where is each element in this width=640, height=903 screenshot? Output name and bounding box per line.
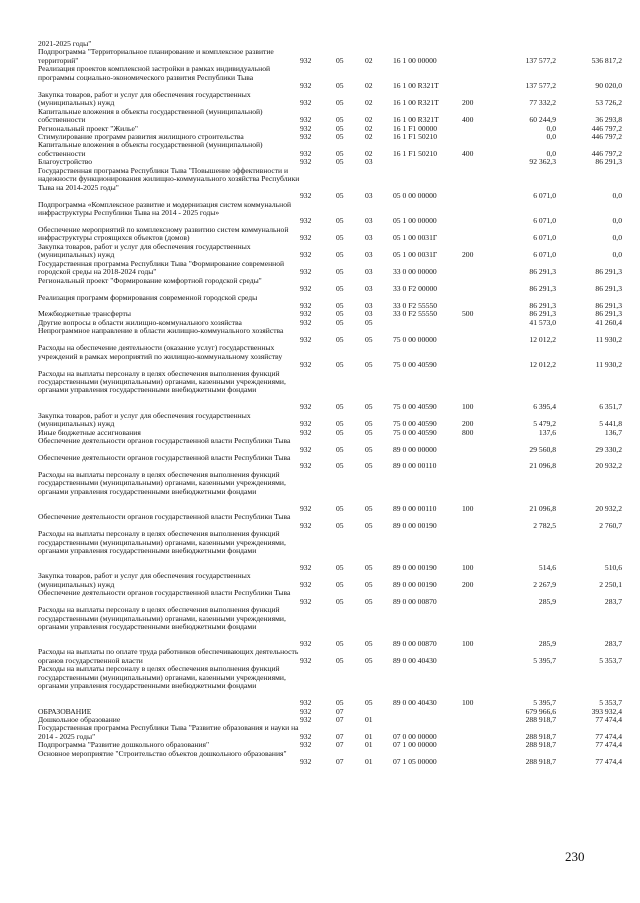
row-pr: 05	[365, 562, 373, 572]
row-s2: 86 291,3	[595, 309, 622, 319]
row-ved: 932	[300, 706, 312, 716]
row-csr: 89 0 00 00870	[393, 596, 437, 606]
row-rz: 07	[336, 740, 344, 750]
row-s1: 5 395,7	[533, 698, 556, 708]
row-s1: 679 966,6	[525, 706, 556, 716]
row-csr: 16 1 F1 50210	[393, 148, 438, 158]
row-s1: 0,0	[546, 148, 556, 158]
row-rz: 05	[336, 427, 344, 437]
row-s1: 288 918,7	[525, 740, 556, 750]
row-s2: 5 441,8	[599, 419, 622, 429]
row-ved: 932	[300, 284, 312, 294]
row-rz: 05	[336, 402, 344, 412]
row-s2: 446 797,2	[591, 148, 622, 158]
row-s1: 514,6	[538, 562, 556, 572]
row-pr: 03	[365, 267, 373, 277]
row-rz: 05	[336, 520, 344, 530]
row-ved: 932	[300, 698, 312, 708]
row-vr: 100	[462, 562, 474, 572]
row-pr: 05	[365, 402, 373, 412]
row-s1: 288 918,7	[525, 731, 556, 741]
row-name: Расходы на выплаты по оплате труда работников обеспечивающих деятельность органов государственной власти	[38, 647, 299, 665]
row-name: Стимулирование программ развития жилищного строительства	[38, 131, 244, 141]
row-s1: 6 071,0	[533, 216, 556, 226]
row-s2: 6 351,7	[599, 402, 622, 412]
row-s1: 6 071,0	[533, 233, 556, 243]
row-name: Подпрограмма «Комплексное развитие и модернизация систем коммунальной инфраструктуры Республики Тыва на 2014 - 2025 годы»	[38, 199, 292, 217]
row-ved: 932	[300, 267, 312, 277]
row-ved: 932	[300, 115, 312, 125]
row-vr: 100	[462, 698, 474, 708]
row-ved: 932	[300, 444, 312, 454]
row-ved: 932	[300, 596, 312, 606]
row-csr: 07 1 05 00000	[393, 757, 437, 767]
row-pr: 03	[365, 309, 373, 319]
row-rz: 05	[336, 698, 344, 708]
row-pr: 01	[365, 757, 373, 767]
row-s2: 393 932,4	[591, 706, 622, 716]
row-pr: 05	[365, 579, 373, 589]
row-csr: 89 0 00 00110	[393, 503, 437, 513]
row-s2: 0,0	[612, 233, 622, 243]
row-s1: 86 291,3	[529, 267, 556, 277]
row-pr: 03	[365, 157, 373, 167]
row-pr: 05	[365, 317, 373, 327]
row-pr: 02	[365, 115, 373, 125]
row-name: Государственная программа Республики Тыва "Повышение эффективности и надежности функционирования жилищно-коммунального хозяйства Республики Тыва на 2014-2025 годы"	[38, 165, 300, 192]
row-ved: 932	[300, 131, 312, 141]
row-ved: 932	[300, 81, 312, 91]
row-name: Расходы на выплаты персоналу в целях обеспечения выполнения функций государственными (муниципальными) органами, казенными учреждениями, органами управления государственными внебюджетными фондами	[38, 368, 286, 395]
row-s1: 6 395,4	[533, 402, 556, 412]
row-s1: 21 096,8	[529, 503, 556, 513]
row-csr: 75 0 00 00000	[393, 334, 437, 344]
row-s1: 137 577,2	[525, 81, 556, 91]
row-pr: 05	[365, 698, 373, 708]
row-s2: 2 760,7	[599, 520, 622, 530]
row-name: Другие вопросы в области жилищно-коммунального хозяйства	[38, 317, 242, 327]
row-rz: 05	[336, 98, 344, 108]
row-rz: 05	[336, 300, 344, 310]
row-pr: 05	[365, 419, 373, 429]
row-name: Дошкольное образование	[38, 715, 121, 724]
row-name: Закупка товаров, работ и услуг для обеспечения государственных (муниципальных) нужд	[38, 89, 251, 108]
row-csr: 05 0 00 00000	[393, 191, 437, 201]
row-pr: 05	[365, 596, 373, 606]
row-vr: 400	[462, 148, 474, 158]
row-s1: 21 096,8	[529, 461, 556, 471]
row-s2: 510,6	[604, 562, 622, 572]
row-rz: 05	[336, 267, 344, 277]
row-s1: 137 577,2	[525, 55, 556, 65]
row-csr: 05 1 00 0031Г	[393, 250, 438, 260]
row-csr: 33 0 00 00000	[393, 267, 437, 277]
row-rz: 07	[336, 731, 344, 741]
row-rz: 05	[336, 562, 344, 572]
row-s1: 6 071,0	[533, 191, 556, 201]
row-name: Расходы на выплаты персоналу в целях обеспечения выполнения функций государственными (муниципальными) органами, казенными учреждениями, органами управления государственными внебюджетными фондами	[38, 605, 286, 631]
row-csr: 07 1 00 00000	[393, 740, 437, 750]
row-pr: 03	[365, 216, 373, 226]
row-csr: 33 0 F2 00000	[393, 284, 438, 294]
row-s2: 36 293,8	[595, 115, 622, 125]
row-s1: 2 267,9	[533, 579, 556, 589]
row-ved: 932	[300, 402, 312, 412]
row-name: Капитальные вложения в объекты государственной (муниципальной) собственности	[38, 106, 263, 124]
row-pr: 03	[365, 191, 373, 201]
row-vr: 100	[462, 402, 474, 412]
row-s2: 77 474,4	[595, 757, 622, 767]
row-csr: 05 1 00 0031Г	[393, 233, 438, 243]
row-pr: 05	[365, 655, 373, 665]
row-pr: 03	[365, 250, 373, 260]
row-vr: 100	[462, 638, 474, 648]
row-s2: 2 250,1	[599, 579, 622, 589]
row-s2: 11 930,2	[595, 334, 622, 344]
row-csr: 33 0 F2 55550	[393, 309, 438, 319]
row-s1: 5 479,2	[533, 419, 556, 429]
row-ved: 932	[300, 55, 312, 65]
row-s2: 0,0	[612, 216, 622, 226]
row-ved: 932	[300, 360, 312, 370]
row-ved: 932	[300, 503, 312, 513]
row-name: Государственная программа Республики Тыва "Формирование современной городской среды на 2018-2024 годы"	[38, 258, 285, 277]
row-s2: 90 020,0	[595, 81, 622, 91]
row-pr: 02	[365, 148, 373, 158]
row-csr: 16 1 00 R321T	[393, 81, 439, 91]
row-name: Обеспечение деятельности органов государственной власти Республики Тыва	[38, 512, 291, 522]
row-vr: 200	[462, 419, 474, 429]
row-vr: 800	[462, 427, 474, 437]
row-pr: 01	[365, 740, 373, 750]
row-ved: 932	[300, 562, 312, 572]
row-rz: 05	[336, 233, 344, 243]
row-ved: 932	[300, 740, 312, 750]
row-name: Закупка товаров, работ и услуг для обеспечения государственных (муниципальных) нужд	[38, 571, 251, 589]
row-name: Закупка товаров, работ и услуг для обеспечения государственных (муниципальных) нужд	[38, 241, 251, 260]
row-pr: 03	[365, 233, 373, 243]
row-ved: 932	[300, 638, 312, 648]
row-ved: 932	[300, 427, 312, 437]
row-name: Обеспечение деятельности органов государственной власти Республики Тыва	[38, 453, 291, 463]
row-s2: 77 474,4	[595, 715, 622, 724]
row-csr: 89 0 00 00190	[393, 579, 437, 589]
row-pr: 02	[365, 55, 373, 65]
row-name: Расходы на обеспечение деятельности (оказание услуг) государственных учреждений в рамках мероприятий по жилищно-коммунальному хозяйству	[38, 343, 283, 361]
row-s1: 86 291,3	[529, 300, 556, 310]
row-vr: 400	[462, 115, 474, 125]
row-vr: 200	[462, 250, 474, 260]
row-ved: 932	[300, 309, 312, 319]
row-name: ОБРАЗОВАНИЕ	[38, 706, 92, 716]
row-rz: 05	[336, 216, 344, 226]
row-s2: 446 797,2	[591, 123, 622, 133]
row-name: Реализация программ формирования современной городской среды	[38, 292, 258, 302]
row-s2: 20 932,2	[595, 461, 622, 471]
row-s2: 86 291,3	[595, 267, 622, 277]
row-pr: 02	[365, 123, 373, 133]
row-name: Основное мероприятие "Строительство объектов дошкольного образования"	[38, 748, 287, 758]
row-csr: 16 1 00 00000	[393, 55, 437, 65]
row-name: Обеспечение деятельности органов государственной власти Республики Тыва	[38, 436, 291, 446]
row-rz: 05	[336, 250, 344, 260]
page-number: 230	[565, 849, 585, 864]
row-csr: 16 1 F1 00000	[393, 123, 438, 133]
row-s2: 536 817,2	[591, 55, 622, 65]
row-s2: 136,7	[604, 427, 622, 437]
row-csr: 75 0 00 40590	[393, 419, 437, 429]
row-name: Государственная программа Республики Тыва "Развитие образования и науки на 2014 - 2025 годы"	[38, 723, 299, 741]
row-ved: 932	[300, 520, 312, 530]
row-rz: 07	[336, 715, 344, 724]
row-vr: 500	[462, 309, 474, 319]
row-s2: 77 474,4	[595, 731, 622, 741]
row-rz: 05	[336, 191, 344, 201]
row-s2: 86 291,3	[595, 300, 622, 310]
row-pr: 05	[365, 360, 373, 370]
row-s1: 77 332,2	[529, 98, 556, 108]
row-name: Иные бюджетные ассигнования	[38, 427, 141, 437]
row-s1: 288 918,7	[525, 715, 556, 724]
row-name: Региональный проект "Жилье"	[38, 123, 138, 133]
row-ved: 932	[300, 461, 312, 471]
row-ved: 932	[300, 250, 312, 260]
row-s1: 29 560,8	[529, 444, 556, 454]
row-s2: 0,0	[612, 191, 622, 201]
row-ved: 932	[300, 148, 312, 158]
row-name: Расходы на выплаты персоналу в целях обеспечения выполнения функций государственными (муниципальными) органами, казенными учреждениями, органами управления государственными внебюджетными фондами	[38, 664, 286, 691]
row-s2: 283,7	[604, 638, 622, 648]
row-pr: 02	[365, 98, 373, 108]
row-pr: 01	[365, 731, 373, 741]
row-rz: 05	[336, 596, 344, 606]
row-name: Обеспечение мероприятий по комплексному развитию систем коммунальной инфраструктуры строящихся объектов (домов)	[38, 224, 289, 243]
row-name: Обеспечение деятельности органов государственной власти Республики Тыва	[38, 588, 291, 598]
row-csr: 89 0 00 00870	[393, 638, 437, 648]
row-csr: 16 1 F1 50210	[393, 131, 438, 141]
row-ved: 932	[300, 731, 312, 741]
row-s1: 12 012,2	[529, 360, 556, 370]
row-rz: 05	[336, 55, 344, 65]
row-s1: 2 782,5	[533, 520, 556, 530]
row-name: Региональный проект "Формирование комфортной городской среды"	[38, 275, 262, 285]
row-vr: 200	[462, 579, 474, 589]
row-ved: 932	[300, 419, 312, 429]
row-csr: 75 0 00 40590	[393, 360, 437, 370]
row-pr: 03	[365, 300, 373, 310]
row-name: Благоустройство	[38, 157, 93, 167]
row-rz: 05	[336, 334, 344, 344]
row-s1: 288 918,7	[525, 757, 556, 767]
row-name: Реализация проектов комплексной застройки в рамках индивидуальной программы социально-экономического развития Республики Тыва	[38, 64, 271, 82]
row-ved: 932	[300, 300, 312, 310]
row-rz: 05	[336, 444, 344, 454]
row-s2: 29 330,2	[595, 444, 622, 454]
row-csr: 16 1 00 R321T	[393, 115, 439, 125]
row-name: Капитальные вложения в объекты государственной (муниципальной) собственности	[38, 140, 263, 158]
row-ved: 932	[300, 317, 312, 327]
row-vr: 100	[462, 503, 474, 513]
row-rz: 05	[336, 157, 344, 167]
row-s1: 137,6	[538, 427, 556, 437]
row-ved: 932	[300, 757, 312, 767]
row-s1: 41 573,0	[529, 317, 556, 327]
row-rz: 05	[336, 638, 344, 648]
row-ved: 932	[300, 98, 312, 108]
row-s2: 283,7	[604, 596, 622, 606]
row-rz: 05	[336, 115, 344, 125]
row-s2: 0,0	[612, 250, 622, 260]
row-s2: 86 291,3	[595, 157, 622, 167]
row-csr: 89 0 00 40430	[393, 655, 437, 665]
row-ved: 932	[300, 579, 312, 589]
row-s1: 0,0	[546, 123, 556, 133]
row-csr: 75 0 00 40590	[393, 427, 437, 437]
row-pr: 02	[365, 81, 373, 91]
row-pr: 05	[365, 520, 373, 530]
row-rz: 07	[336, 757, 344, 767]
row-rz: 05	[336, 131, 344, 141]
row-name: Расходы на выплаты персоналу в целях обеспечения выполнения функций государственными (муниципальными) органами, казенными учреждениями, органами управления государственными внебюджетными фондами	[38, 469, 286, 496]
row-csr: 07 0 00 00000	[393, 731, 437, 741]
row-ved: 932	[300, 191, 312, 201]
row-name: Подпрограмма "Территориальное планирование и комплексное развитие территорий"	[38, 47, 274, 65]
row-s2: 5 353,7	[599, 698, 622, 708]
row-s2: 11 930,2	[595, 360, 622, 370]
row-s2: 41 260,4	[595, 317, 622, 327]
row-csr: 89 0 00 40430	[393, 698, 437, 708]
row-rz: 05	[336, 360, 344, 370]
row-s1: 12 012,2	[529, 334, 556, 344]
row-pr: 02	[365, 131, 373, 141]
row-s1: 5 395,7	[533, 655, 556, 665]
row-csr: 89 0 00 00190	[393, 562, 437, 572]
row-ved: 932	[300, 655, 312, 665]
row-s1: 0,0	[546, 131, 556, 141]
row-rz: 07	[336, 706, 344, 716]
row-s2: 77 474,4	[595, 740, 622, 750]
row-rz: 05	[336, 655, 344, 665]
row-s2: 86 291,3	[595, 284, 622, 294]
row-rz: 05	[336, 123, 344, 133]
row-s2: 53 726,2	[595, 98, 622, 108]
row-name: Расходы на выплаты персоналу в целях обеспечения выполнения функций государственными (муниципальными) органами, казенными учреждениями, органами управления государственными внебюджетными фондами	[38, 529, 286, 555]
row-s2: 20 932,2	[595, 503, 622, 513]
row-s1: 285,9	[538, 638, 556, 648]
row-s2: 5 353,7	[599, 655, 622, 665]
row-csr: 05 1 00 00000	[393, 216, 437, 226]
row-csr: 16 1 00 R321T	[393, 98, 439, 108]
row-pr: 05	[365, 461, 373, 471]
row-name: Непрограммное направление в области жилищно-коммунального хозяйства	[38, 326, 284, 336]
row-rz: 05	[336, 503, 344, 513]
row-name: Закупка товаров, работ и услуг для обеспечения государственных (муниципальных) нужд	[38, 410, 251, 429]
row-pr: 05	[365, 503, 373, 513]
row-rz: 05	[336, 309, 344, 319]
row-vr: 200	[462, 98, 474, 108]
row-pr: 05	[365, 444, 373, 454]
row-rz: 05	[336, 81, 344, 91]
row-pr: 05	[365, 638, 373, 648]
row-rz: 05	[336, 284, 344, 294]
row-pr: 05	[365, 427, 373, 437]
row-s1: 285,9	[538, 596, 556, 606]
row-pr: 01	[365, 715, 373, 724]
row-ved: 932	[300, 233, 312, 243]
row-ved: 932	[300, 715, 312, 724]
row-pr: 03	[365, 284, 373, 294]
row-rz: 05	[336, 461, 344, 471]
row-s1: 6 071,0	[533, 250, 556, 260]
row-s1: 86 291,3	[529, 284, 556, 294]
row-ved: 932	[300, 157, 312, 167]
row-ved: 932	[300, 216, 312, 226]
row-csr: 33 0 F2 55550	[393, 300, 438, 310]
row-s1: 86 291,3	[529, 309, 556, 319]
row-csr: 89 0 00 00000	[393, 444, 437, 454]
row-rz: 05	[336, 148, 344, 158]
row-pr: 05	[365, 334, 373, 344]
row-name: Подпрограмма "Развитие дошкольного образования"	[38, 740, 210, 750]
row-s1: 92 362,3	[529, 157, 556, 167]
row-rz: 05	[336, 317, 344, 327]
row-csr: 89 0 00 00110	[393, 461, 437, 471]
row-ved: 932	[300, 334, 312, 344]
row-rz: 05	[336, 419, 344, 429]
row-s1: 60 244,9	[529, 115, 556, 125]
row-csr: 89 0 00 00190	[393, 520, 437, 530]
row-rz: 05	[336, 579, 344, 589]
row-ved: 932	[300, 123, 312, 133]
row-s2: 446 797,2	[591, 131, 622, 141]
row-csr: 75 0 00 40590	[393, 402, 437, 412]
row-name: Межбюджетные трансферты	[38, 309, 131, 319]
row-name: 2021-2025 годы"	[38, 39, 92, 48]
